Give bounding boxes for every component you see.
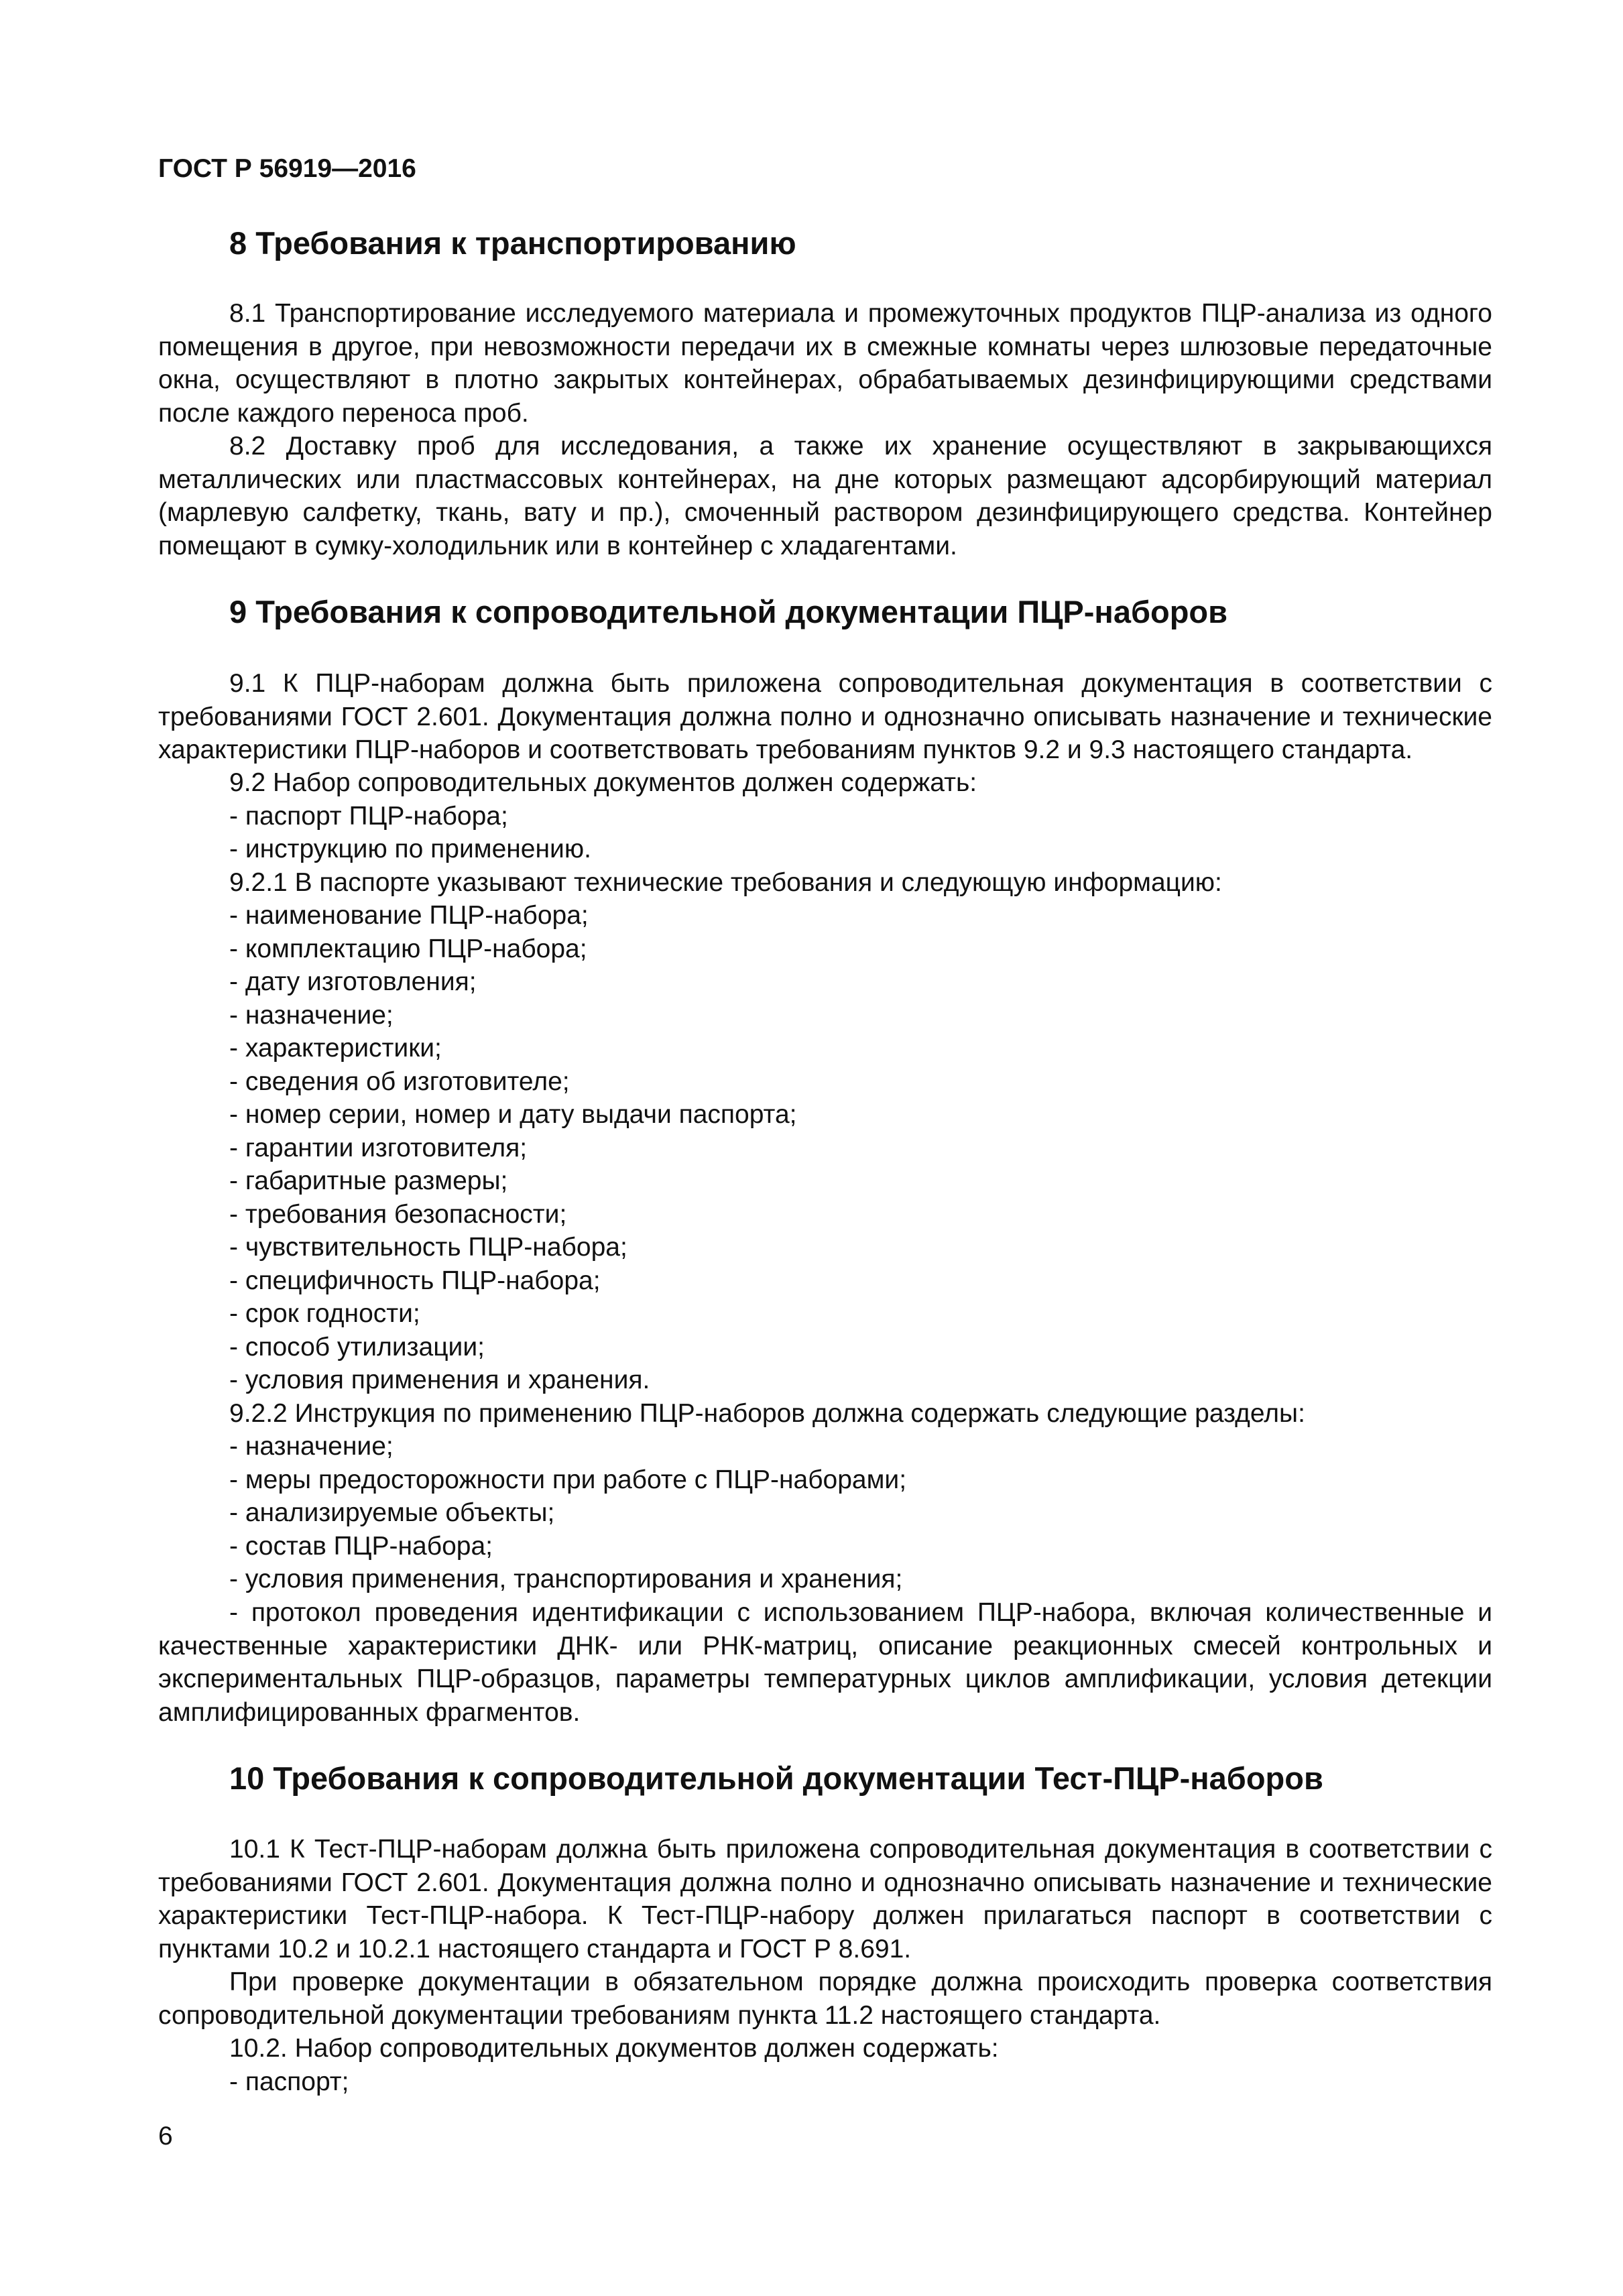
list-item: - способ утилизации; bbox=[229, 1333, 485, 1362]
list-item: - назначение; bbox=[229, 1001, 394, 1030]
paragraph-9-2-2: 9.2.2 Инструкция по применению ПЦР-наборов должна содержать следующие разделы: bbox=[229, 1399, 1305, 1428]
paragraph-10-1-check: При проверке документации в обязательном порядке должна происходить проверка соответствия сопроводительной документации требованиям пункта 11.2 настоящего стандарта. bbox=[158, 1968, 1492, 2030]
list-item: - габаритные размеры; bbox=[229, 1166, 508, 1195]
list-item: - дату изготовления; bbox=[229, 967, 477, 996]
list-item: - характеристики; bbox=[229, 1034, 442, 1063]
list-item: - паспорт ПЦР-набора; bbox=[229, 802, 508, 831]
list-item: - номер серии, номер и дату выдачи паспорта; bbox=[229, 1100, 797, 1129]
list-item: - паспорт; bbox=[229, 2067, 349, 2096]
paragraph-10-2: 10.2. Набор сопроводительных документов должен содержать: bbox=[229, 2034, 999, 2063]
section-10-heading: 10 Требования к сопроводительной документации Тест-ПЦР-наборов bbox=[229, 1760, 1323, 1796]
paragraph-9-2-1: 9.2.1 В паспорте указывают технические требования и следующую информацию: bbox=[229, 868, 1222, 897]
paragraph-10-1: 10.1 К Тест-ПЦР-наборам должна быть приложена сопроводительная документация в соответствии с требованиями ГОСТ 2.601. Документация должна полно и однозначно описывать назначение и технические характеристики Тест-ПЦР-набора. К Тест-ПЦР-набору должен прилагаться паспорт в соответствии с пунктами 10.2 и 10.2.1 настоящего стандарта и ГОСТ Р 8.691. bbox=[158, 1835, 1492, 1963]
section-8-heading: 8 Требования к транспортированию bbox=[229, 225, 796, 261]
section-9-heading: 9 Требования к сопроводительной документации ПЦР-наборов bbox=[229, 594, 1228, 629]
document-header: ГОСТ Р 56919—2016 bbox=[158, 154, 416, 183]
paragraph-9-2: 9.2 Набор сопроводительных документов должен содержать: bbox=[229, 768, 977, 797]
list-item: - срок годности; bbox=[229, 1299, 420, 1328]
paragraph-8-2: 8.2 Доставку проб для исследования, а также их хранение осуществляют в закрывающихся металлических или пластмассовых контейнерах, на дне которых размещают адсорбирующий материал (марлевую салфетку, ткань, вату и пр.), смоченный раствором дезинфицирующего средства. Контейнер помещают в сумку-холодильник или в контейнер с хладагентами. bbox=[158, 432, 1492, 560]
page-number: 6 bbox=[158, 2122, 173, 2151]
list-item: - условия применения и хранения. bbox=[229, 1366, 650, 1394]
list-item: - инструкцию по применению. bbox=[229, 835, 591, 863]
list-item: - гарантии изготовителя; bbox=[229, 1134, 528, 1162]
list-item: - требования безопасности; bbox=[229, 1200, 567, 1229]
paragraph-9-2-2-protocol: - протокол проведения идентификации с использованием ПЦР-набора, включая количественные и качественные характеристики ДНК- или РНК-матриц, описание реакционных смесей контрольных и экспериментальных ПЦР-образцов, параметры температурных циклов амплификации, условия детекции амплифицированных фрагментов. bbox=[158, 1598, 1492, 1727]
list-item: - сведения об изготовителе; bbox=[229, 1067, 570, 1096]
list-item: - назначение; bbox=[229, 1432, 394, 1461]
list-item: - специфичность ПЦР-набора; bbox=[229, 1266, 601, 1295]
list-item: - условия применения, транспортирования и хранения; bbox=[229, 1565, 903, 1593]
list-item: - меры предосторожности при работе с ПЦР-наборами; bbox=[229, 1465, 907, 1494]
list-item: - чувствительность ПЦР-набора; bbox=[229, 1233, 627, 1262]
list-item: - комплектацию ПЦР-набора; bbox=[229, 934, 587, 963]
list-item: - состав ПЦР-набора; bbox=[229, 1532, 493, 1561]
list-item: - наименование ПЦР-набора; bbox=[229, 901, 589, 930]
paragraph-9-1: 9.1 К ПЦР-наборам должна быть приложена сопроводительная документация в соответствии с требованиями ГОСТ 2.601. Документация должна полно и однозначно описывать назначение и технические характеристики ПЦР-наборов и соответствовать требованиям пунктов 9.2 и 9.3 настоящего стандарта. bbox=[158, 669, 1492, 764]
paragraph-8-1: 8.1 Транспортирование исследуемого материала и промежуточных продуктов ПЦР-анализа из одного помещения в другое, при невозможности передачи их в смежные комнаты через шлюзовые передаточные окна, осуществляют в плотно закрытых контейнерах, обрабатываемых дезинфицирующими средствами после каждого переноса проб. bbox=[158, 299, 1492, 428]
list-item: - анализируемые объекты; bbox=[229, 1498, 555, 1527]
